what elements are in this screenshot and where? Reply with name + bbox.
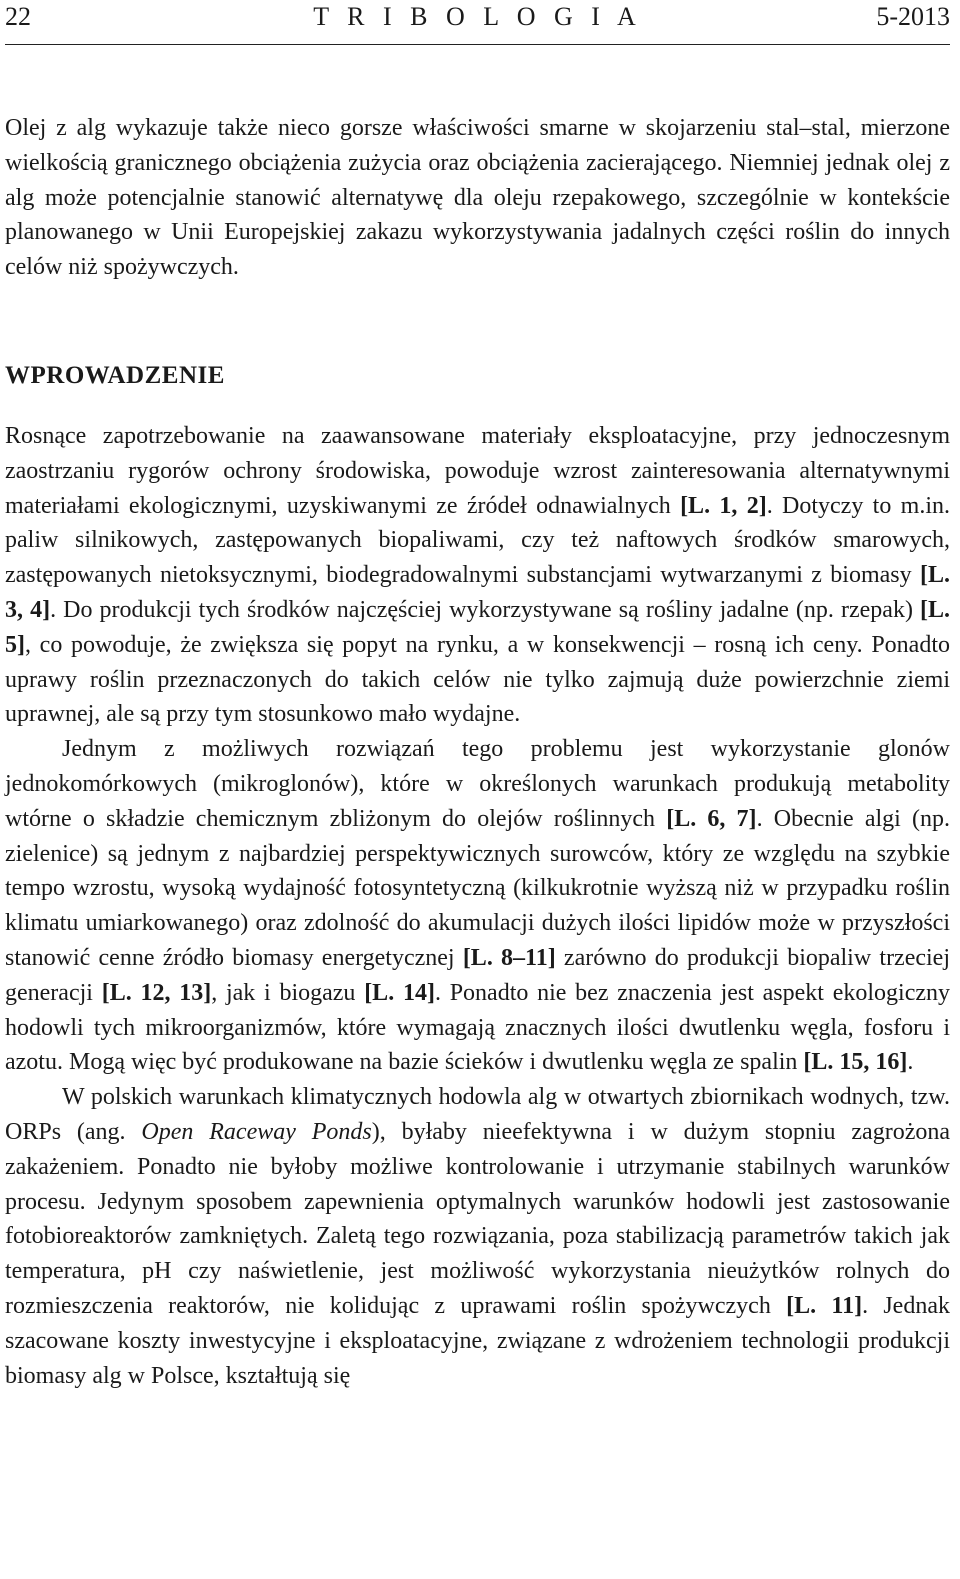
text: W polskich warunkach klimatycznych hodowla alg w otwartych zbiornikach wodnych, tzw. ORPs (ang. bbox=[5, 1084, 950, 1145]
text: . Dotyczy to m.in. paliw silnikowych, zastępowanych biopaliwami, czy też naftowych środków smarowych, zastępowanych nietoksycznymi, biodegradowalnymi substancjami wytwarzanymi z biomasy bbox=[5, 492, 950, 589]
citation: [L. 14] bbox=[364, 979, 435, 1006]
citation: [L. 12, 13] bbox=[101, 979, 212, 1006]
text: Rosnące zapotrzebowanie na zaawansowane materiały eksploatacyjne, przy jednoczesnym zaostrzaniu rygorów ochrony środowiska, powoduje wzrost zainteresowania alternatywnymi materiałami ekologicznymi, uzyskiwanymi ze źródeł odnawialnych bbox=[5, 423, 950, 519]
abstract-end bbox=[5, 111, 950, 285]
citation: [L. 3, 4] bbox=[5, 562, 950, 623]
text: , jak i biogazu bbox=[211, 979, 365, 1006]
citation: [L. 15, 16] bbox=[803, 1049, 908, 1076]
introduction-body bbox=[5, 419, 950, 1393]
journal-title: T R I B O L O G I A bbox=[313, 2, 642, 31]
paragraph-1 bbox=[5, 419, 950, 732]
page-number: 22 bbox=[5, 2, 31, 31]
abstract-paragraph: Olej z alg wykazuje także nieco gorsze właściwości smarne w skojarzeniu stal–stal, mierzone wielkością granicznego obciążenia zużycia oraz obciążenia zacierającego. Niemniej jednak olej z alg może potencjalnie stanowić alternatywę dla oleju rzepakowego, szczególnie w kontekście planowanego w Unii Europejskiej zakazu wykorzystywania jadalnych części roślin do innych celów niż spożywczych. bbox=[5, 115, 950, 281]
running-header bbox=[5, 0, 950, 45]
text: . bbox=[907, 1049, 914, 1076]
citation: [L. 11] bbox=[786, 1292, 863, 1319]
issue-number: 5-2013 bbox=[876, 2, 950, 31]
citation: [L. 8–11] bbox=[462, 944, 556, 971]
text: . Do produkcji tych środków najczęściej wykorzystywane są rośliny jadalne (np. rzepak) bbox=[50, 596, 921, 623]
text: . Ponadto nie bez znaczenia jest aspekt ekologiczny hodowli tych mikroorganizmów, które wymagają znacznych ilości dwutlenku węgla, fosforu i azotu. Mogą więc być produkowane na bazie ścieków i dwutlenku węgla ze spalin bbox=[5, 979, 951, 1076]
citation: [L. 5] bbox=[5, 596, 951, 658]
text: . Jednak szacowane koszty inwestycyjne i eksploatacyjne, związane z wdrożeniem technologii produkcji biomasy alg w Polsce, kształtują się bbox=[5, 1292, 950, 1389]
text: zarówno do produkcji biopaliw trzeciej generacji bbox=[5, 944, 950, 1006]
section-title: WPROWADZENIE bbox=[5, 362, 225, 389]
paragraph-2 bbox=[5, 732, 950, 1080]
text: . Obecnie algi (np. zielenice) są jednym z najbardziej perspektywicznych surowców, który ze względu na szybkie tempo wzrostu, wysoką wydajność fotosyntetyczną (kilkukrotnie wyższą niż w przypadku roślin klimatu umiarkowanego) oraz zdolność do akumulacji dużych ilości lipidów może w przyszłości stanowić cenne źródło biomasy energetycznej bbox=[5, 805, 951, 971]
text: ), byłaby nieefektywna i w dużym stopniu zagrożona zakażeniem. Ponadto nie byłoby możliwe kontrolowanie i utrzymanie stabilnych warunków procesu. Jedynym sposobem zapewnienia optymalnych warunków hodowli jest zastosowanie fotobioreaktorów zamkniętych. Zaletą tego rozwiązania, poza stabilizacją parametrów takich jak temperatura, pH czy naświetlenie, jest możliwość wykorzystania nieużytków rolnych do rozmieszczenia reaktorów, nie kolidując z uprawami roślin spożywczych bbox=[5, 1118, 950, 1319]
citation: [L. 6, 7] bbox=[666, 805, 757, 832]
text: , co powoduje, że zwiększa się popyt na rynku, a w konsekwencji – rosną ich ceny. Ponadto uprawy roślin przeznaczonych do takich celów nie tylko zajmują duże powierzchnie ziemi uprawnej, ale są przy tym stosunkowo mało wydajne. bbox=[5, 631, 950, 728]
italic-term: Open Raceway Ponds bbox=[141, 1118, 372, 1145]
text: Jednym z możliwych rozwiązań tego problemu jest wykorzystanie glonów jednokomórkowych (mikroglonów), które w określonych warunkach produkują metabolity wtórne o składzie chemicznym zbliżonym do olejów roślinnych bbox=[5, 736, 950, 832]
paragraph-3 bbox=[5, 1080, 950, 1393]
citation: [L. 1, 2] bbox=[680, 492, 767, 519]
page bbox=[5, 0, 951, 1389]
